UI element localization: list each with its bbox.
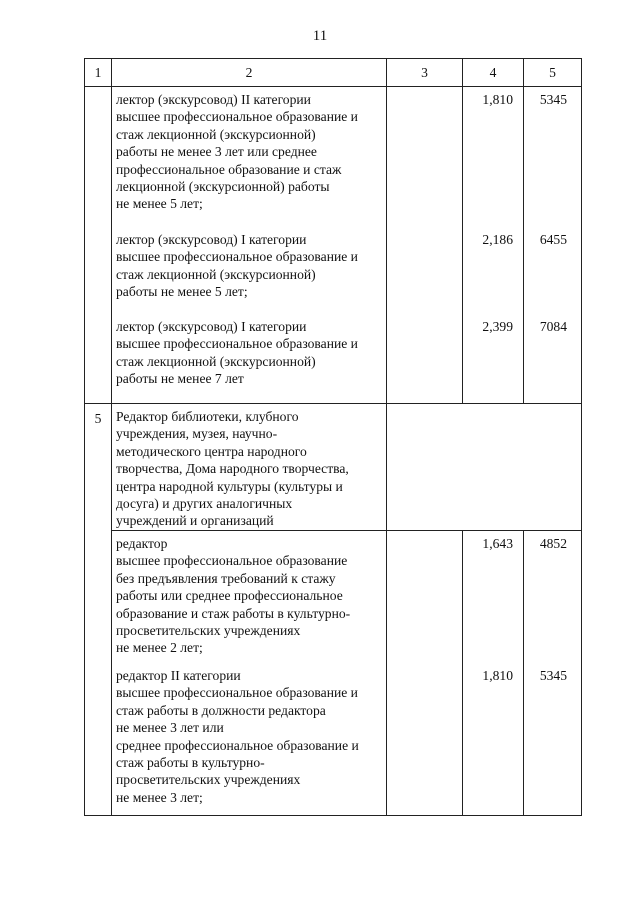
coefficient-value: 1,810: [482, 92, 513, 107]
group-title: Редактор библиотеки, клубного учреждения, музея, научно- методического центра народного творчества, Дома народного творчества, центра народной культуры (культуры и досуга) и других аналогичных учреждений и организаций: [116, 409, 349, 529]
header-col-4: 4: [463, 59, 524, 87]
salary-value: 5345: [539, 92, 567, 107]
header-col-5: 5: [524, 59, 582, 87]
row-number: 5: [85, 404, 112, 816]
page-number: 11: [312, 28, 328, 44]
empty-cell: [387, 87, 463, 404]
empty-cell: [387, 531, 463, 816]
position-text: редактор высшее профессиональное образование без предъявления требований к стажу работы или среднее профессиональное образование и стаж работы в культурно- просветительских учреждениях не менее 2 лет;: [116, 536, 351, 656]
salary-table: [84, 58, 582, 816]
header-col-2: 2: [112, 59, 387, 87]
group-title-cell: [112, 404, 387, 531]
salary-value: 5345: [539, 668, 567, 683]
salary-cell: [524, 531, 582, 816]
header-col-1: 1: [85, 59, 112, 87]
coefficient-value: 2,399: [482, 319, 513, 334]
row-number-cell: [85, 87, 112, 404]
coefficient-cell: [463, 531, 524, 816]
position-text: лектор (экскурсовод) I категории высшее профессиональное образование и стаж лекционной (экскурсионной) работы не менее 5 лет;: [116, 232, 358, 300]
position-text: редактор II категории высшее профессиональное образование и стаж работы в должности редактора не менее 3 лет или среднее профессиональное образование и стаж работы в культурно- просветительских учреждениях не менее 3 лет;: [116, 668, 359, 805]
position-text: лектор (экскурсовод) I категории высшее профессиональное образование и стаж лекционной (экскурсионной) работы не менее 7 лет: [116, 319, 358, 387]
header-col-3: 3: [387, 59, 463, 87]
table-header-row: [85, 59, 582, 87]
table-row: [85, 531, 582, 816]
table-row: [85, 87, 582, 404]
coefficient-cell: [463, 87, 524, 404]
coefficient-value: 2,186: [482, 232, 513, 247]
salary-value: 6455: [539, 232, 567, 247]
coefficient-value: 1,810: [482, 668, 513, 683]
row-description-cell: [112, 87, 387, 404]
coefficient-value: 1,643: [482, 536, 513, 551]
empty-cell: [387, 404, 582, 531]
salary-cell: [524, 87, 582, 404]
salary-value: 7084: [539, 319, 567, 334]
salary-value: 4852: [539, 536, 567, 551]
row-description-cell: [112, 531, 387, 816]
position-text: лектор (экскурсовод) II категории высшее профессиональное образование и стаж лекционной (экскурсионной) работы не менее 3 лет или среднее профессиональное образование и стаж лекционной (экскурсионной) работы не менее 5 лет;: [116, 92, 358, 212]
table-row: [85, 404, 582, 531]
